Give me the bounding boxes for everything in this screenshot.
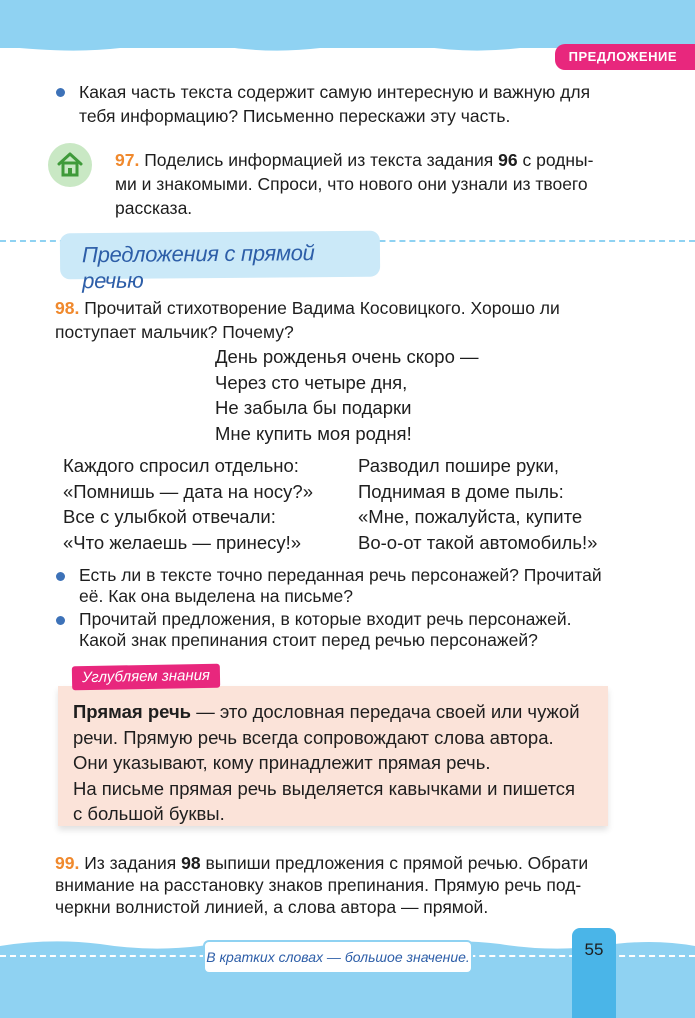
knowledge-tag: Углубляем знания [72,664,220,691]
question-1-line-2: её. Как она выделена на письме? [79,586,353,606]
task-98-number: 98. [55,298,80,318]
poem-line: Через сто четыре дня, [215,371,408,393]
poem-line: «Что желаешь — принесу!» [63,531,302,553]
section-tab: ПРЕДЛОЖЕНИЕ [555,44,695,70]
poem-line: «Мне, пожалуйста, купите [358,506,583,527]
knowledge-text [73,699,595,827]
task-98-line-2: поступает мальчик? Почему? [55,322,294,342]
task-99-line-2: внимание на расстановку знаков препинания. Прямую речь под- [55,875,582,895]
knowledge-box [58,686,608,826]
question-1-line-1: Есть ли в тексте точно переданная речь персонажей? Прочитай [79,565,602,585]
task-97-line-3: рассказа. [115,198,193,218]
poem-stanza-1 [215,344,479,446]
task-97-number: 97. [115,150,140,170]
proverb-banner: В кратких словах — большое значение. [203,940,473,974]
task-99-text: Из задания [79,853,182,873]
poem-stanza-2 [63,453,313,555]
top-band [0,0,695,48]
poem-line: Все с улыбкой отвечали: [63,506,276,527]
bullet-dot [56,616,65,625]
task-97-text: Поделись информацией из текста задания [139,150,499,170]
home-icon [48,143,92,187]
page-number: 55 [572,928,616,1018]
task-99-line-1 [55,851,588,875]
poem-line: «Помнишь — дата на носу?» [63,480,314,502]
bullet-dot [56,88,65,97]
poem-line: Не забыла бы подарки [215,397,412,418]
task-97-line-2: ми и знакомыми. Спроси, что нового они узнали из твоего [115,174,588,194]
intro-line-1: Какая часть текста содержит самую интересную и важную для [79,82,591,102]
knowledge-term: Прямая речь [73,701,192,722]
task-97-line-1 [115,148,593,172]
poem-line: Поднимая в доме пыль: [358,480,564,502]
task-99-line-3: черкни волнистой линией, а слова автора — прямой. [55,897,489,917]
knowledge-line: Они указывают, кому принадлежит прямая речь. [73,752,491,773]
knowledge-line: с большой буквы. [73,803,225,824]
question-2-line-1: Прочитай предложения, в которые входит речь персонажей. [79,609,572,629]
task-99-number: 99. [55,853,80,873]
task-99-ref: 98 [181,853,201,873]
section-heading: Предложения с прямой речью [81,240,315,294]
knowledge-line [73,699,595,725]
section-heading-banner [60,231,380,294]
knowledge-line-1-rest: — это дословная передача своей или чужой [191,701,580,722]
task-97-ref: 96 [498,150,518,170]
poem-line: День рожденья очень скоро — [215,346,479,367]
knowledge-line: На письме прямая речь выделяется кавычками и пишется [73,777,576,799]
poem-line: Мне купить моя родня! [215,422,412,444]
task-98-text: Прочитай стихотворение Вадима Косовицкого. Хорошо ли [79,298,560,318]
poem-line: Разводил пошире руки, [358,455,559,476]
poem-line: Во-о-от такой автомобиль!» [358,531,598,553]
intro-line-2: тебя информацию? Письменно перескажи эту часть. [79,106,511,126]
task-98-line-1 [55,296,560,320]
task-97-text-end: с родны- [517,150,594,170]
question-2-line-2: Какой знак препинания стоит перед речью персонажей? [79,630,538,650]
knowledge-line: речи. Прямую речь всегда сопровождают слова автора. [73,726,554,748]
task-99-text-end: выпиши предложения с прямой речью. Обрати [200,853,589,873]
bullet-dot [56,572,65,581]
poem-line: Каждого спросил отдельно: [63,455,299,476]
poem-stanza-3 [358,453,597,555]
